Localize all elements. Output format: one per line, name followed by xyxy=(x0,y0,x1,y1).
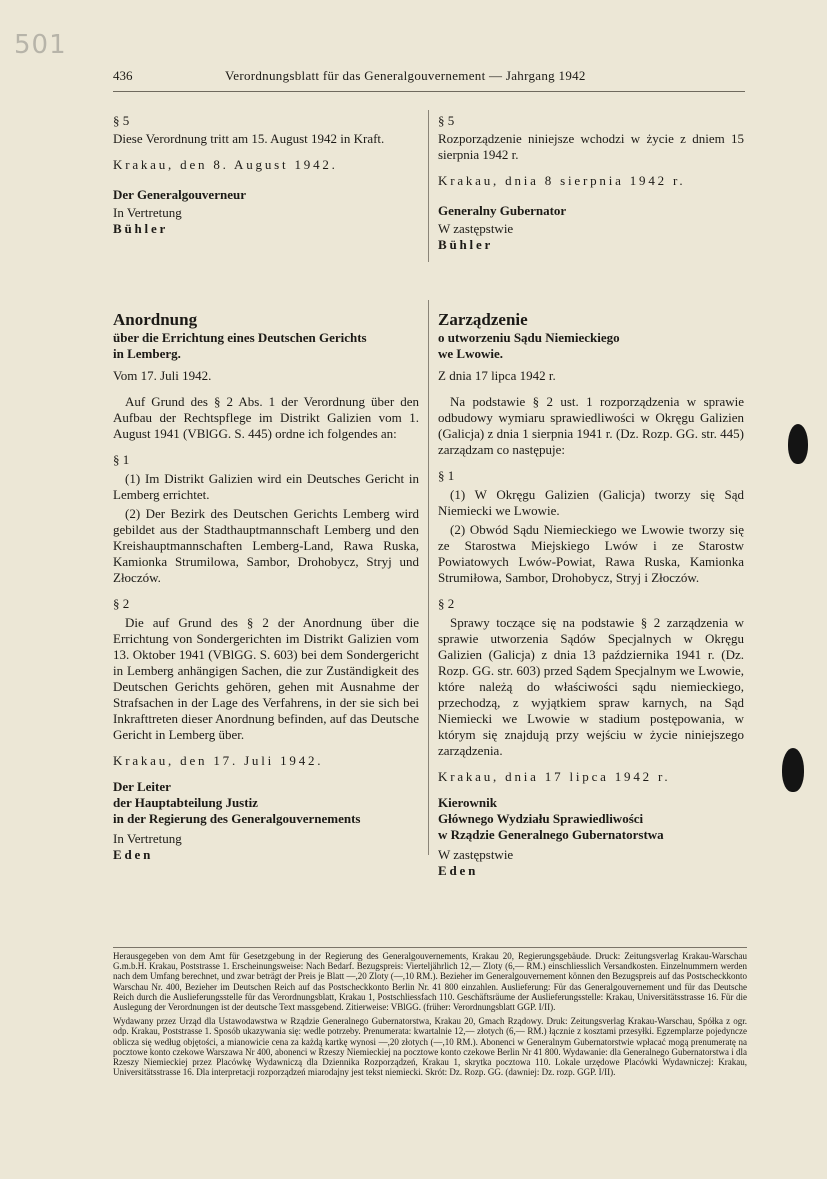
ordinance-subtitle-2: we Lwowie. xyxy=(438,346,503,361)
imprint-german: Herausgegeben von dem Amt für Gesetzgebung in der Regierung des Generalgouvernements, Krakau 20, Regierungsgebäude. Druck: Zeitungsverlag Krakau-Warschau G.m.b.H. Krakau, Poststrasse 1. Erscheinungsweise: Nach Bedarf. Bezugspreis: Vierteljährlich 12,— Zloty (6,— RM.) einschliesslich Versandkosten. Einzelnummern werden nach dem Umfang berechnet, und zwar beträgt der Preis je Blatt —,20 Zloty (—,10 RM.). Bezieher im Generalgouvernement können den Bezugspreis auf das Postscheckkonto Warschau Nr. 400, Bezieher im Deutschen Reich auf das Postscheckkonto Berlin Nr. 41 800 einzahlen. Auslieferung: Für das Generalgouvernement und für das Deutsche Reich durch die Auslieferungsstelle für das Verordnungsblatt, Krakau 1, Postschliessfach 110. Geschäftsräume der Auslieferungsstelle: Krakau, Universitätsstrasse 16. Für die Auslegung der Verordnungen ist der deutsche Text massgebend. Zitierweise: VBlGG. (früher: Verordnungsblatt GGP. I/II). xyxy=(113,951,747,1013)
pencil-annotation: 501 xyxy=(14,30,67,60)
place-date: Krakau, den 8. August 1942. xyxy=(113,157,338,172)
signatory-office-1: Der Leiter xyxy=(113,779,171,794)
signatory-deputy: In Vertretung xyxy=(113,831,182,846)
place-date: Krakau, den 17. Juli 1942. xyxy=(113,753,324,768)
punch-hole xyxy=(782,748,804,792)
section-2-para-1: Sprawy toczące się na podstawie § 2 zarządzenia w sprawie utworzenia Sądów Specjalnych w Okręgu Galizien (Galicja) z dnia 13 października 1941 r. (Dz. Rozp. GG. str. 603) przed Sądem Specjalnym we Lwowie, które należą do właściwości sądu niemieckiego, przechodzą, z wyjątkiem spraw karnych, na Sąd Niemiecki we Lwowie w stadium postępowania, w którym się znajdują przy wejściu w życie niniejszego zarządzenia. xyxy=(438,615,744,758)
signatory-office: Generalny Gubernator xyxy=(438,203,567,218)
section-2-heading: § 2 xyxy=(438,596,455,611)
signatory-deputy: In Vertretung xyxy=(113,205,182,220)
signatory-office-3: in der Regierung des Generalgouvernements xyxy=(113,811,361,826)
header-rule xyxy=(113,91,745,92)
section-2-para-1: Die auf Grund des § 2 der Anordnung über die Errichtung von Sondergerichten im Distrikt Galizien vom 13. Oktober 1941 (VBlGG. S. 603) bei dem Sondergericht in Lemberg anhängigen Sachen, die zur Zuständigkeit des Deutschen Gerichts gehören, gehen mit Ausnahme der Strafsachen in der Lage des Verfahrens, in der sie sich bei Inkrafttreten dieser Anordnung befinden, auf das Deutsche Gericht in Lemberg über. xyxy=(113,615,419,742)
signatory-deputy: W zastępstwie xyxy=(438,847,514,862)
signatory-office-3: w Rządzie Generalnego Gubernatorstwa xyxy=(438,827,664,842)
ordinance-date: Z dnia 17 lipca 1942 r. xyxy=(438,368,556,383)
section-1-para-2: (2) Der Bezirk des Deutschen Gerichts Lemberg wird gebildet aus der Stadthauptmannschaft Lemberg und den Kreishauptmannschaften Lemberg-Land, Rawa Ruska, Kamionka Strumilowa, Sambor, Drohobycz, Stryj und Złoczów. xyxy=(113,506,419,585)
section-1-heading: § 1 xyxy=(438,468,455,483)
section-2-heading: § 2 xyxy=(113,596,130,611)
section-1-para-1: (1) Im Distrikt Galizien wird ein Deutsches Gericht in Lemberg errichtet. xyxy=(113,471,419,502)
section-text: Rozporządzenie niniejsze wchodzi w życie z dniem 15 sierpnia 1942 r. xyxy=(438,131,744,162)
ordinance-subtitle-2: in Lemberg. xyxy=(113,346,181,361)
punch-hole xyxy=(788,424,808,464)
signatory-office-2: der Hauptabteilung Justiz xyxy=(113,795,258,810)
top-left-column xyxy=(113,113,419,237)
right-column-polish xyxy=(438,312,744,879)
imprint-polish: Wydawany przez Urząd dla Ustawodawstwa w Rządzie Generalnego Gubernatorstwa, Krakau 20, Gmach Rządowy. Druk: Zeitungsverlag Krakau-Warschau, Spółka z ogr. odp. Krakau, Poststrasse 1. Sposób ukazywania się: wedle potrzeby. Prenumerata: kwartalnie 12,— złotych (6,— RM.) łącznie z kosztami przesyłki. Egzemplarze pojedyncze oblicza się według objętości, a mianowicie cena za każdą kartkę wynosi —,20 złotych (—,10 RM.). Abonenci w Generalnym Gubernatorstwie wpłacać mogą prenumeratę na pocztowe konto czekowe Warszawa Nr 400, abonenci w Rzeszy Niemieckiej na pocztowe konto czekowe Berlin Nr 41 800. Wydawanie: dla Generalnego Gubernatorstwa i dla Rzeszy Niemieckiej przez Placówkę Wydawniczą dla Dziennika Rozporządzeń, Krakau 1, skrytka pocztowa 110. Lokale urzędowe Placówki Wydawniczej: Krakau, Universitätsstrasse 16. Dla interpretacji rozporządzeń miarodajny jest tekst niemiecki. Skrót: Dz. Rozp. GG. (dawniej: Dz. rozp. GGP. I/II). xyxy=(113,1016,747,1078)
left-column-german xyxy=(113,312,419,863)
signatory-name: Eden xyxy=(438,863,479,878)
signatory-name: Bühler xyxy=(438,237,494,252)
section-1-para-2: (2) Obwód Sądu Niemieckiego we Lwowie tworzy się ze Starostwa Miejskiego Lwów i ze Starostw Powiatowych Lwów-Powiat, Rawa Ruska, Kamionka Strumiłowa, Sambor, Drohobycz, Stryj i Złoczów. xyxy=(438,522,744,585)
top-right-column xyxy=(438,113,744,253)
ordinance-date: Vom 17. Juli 1942. xyxy=(113,368,212,383)
page-number: 436 xyxy=(113,68,133,83)
section-heading: § 5 xyxy=(113,113,130,128)
place-date: Krakau, dnia 17 lipca 1942 r. xyxy=(438,769,671,784)
ordinance-title: Anordnung xyxy=(113,310,198,329)
section-heading: § 5 xyxy=(438,113,455,128)
section-text: Diese Verordnung tritt am 15. August 1942 in Kraft. xyxy=(113,131,385,146)
signatory-office-1: Kierownik xyxy=(438,795,497,810)
footer-rule xyxy=(113,947,747,948)
signatory-deputy: W zastępstwie xyxy=(438,221,514,236)
section-1-para-1: (1) W Okręgu Galizien (Galicja) tworzy się Sąd Niemiecki we Lwowie. xyxy=(438,487,744,518)
preamble: Auf Grund des § 2 Abs. 1 der Verordnung über den Aufbau der Rechtspflege im Distrikt Galizien vom 1. August 1941 (VBlGG. S. 445) ordne ich folgendes an: xyxy=(113,394,419,441)
place-date: Krakau, dnia 8 sierpnia 1942 r. xyxy=(438,173,686,188)
signatory-name: Bühler xyxy=(113,221,169,236)
ordinance-subtitle-1: o utworzeniu Sądu Niemieckiego xyxy=(438,330,620,345)
column-divider-main xyxy=(428,300,429,855)
signatory-office: Der Generalgouverneur xyxy=(113,187,246,202)
publisher-imprint xyxy=(113,951,747,1077)
signatory-office-2: Głównego Wydziału Sprawiedliwości xyxy=(438,811,644,826)
ordinance-title: Zarządzenie xyxy=(438,310,528,329)
column-divider-top xyxy=(428,110,429,262)
section-1-heading: § 1 xyxy=(113,452,130,467)
preamble: Na podstawie § 2 ust. 1 rozporządzenia w sprawie odbudowy wymiaru sprawiedliwości w Okręgu Galizien (Galicja) z dnia 1 sierpnia 1941 r. (Dz. Rozp. GG. str. 445) zarządzam co następuje: xyxy=(438,394,744,457)
signatory-name: Eden xyxy=(113,847,154,862)
ordinance-subtitle-1: über die Errichtung eines Deutschen Gerichts xyxy=(113,330,367,345)
journal-title: Verordnungsblatt für das Generalgouvernement — Jahrgang 1942 xyxy=(225,68,586,83)
